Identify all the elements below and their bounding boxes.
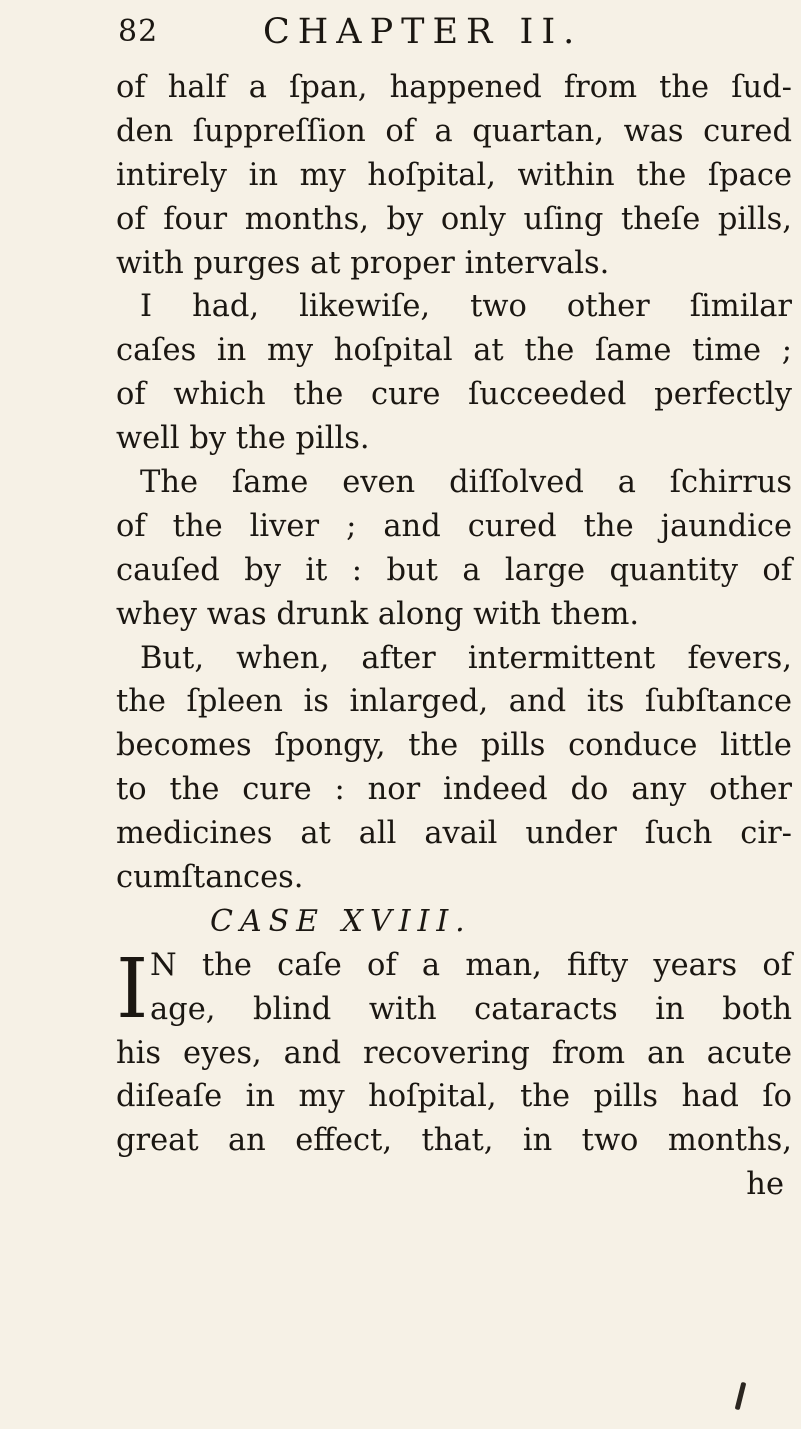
text-line: the ſpleen is inlarged, and its ſubſtance [116, 684, 792, 720]
text-line: N the caſe of a man, fifty years of [150, 947, 792, 983]
text-line: cauſed by it : but a large quantity of [116, 552, 792, 588]
text-line: intirely in my hoſpital, within the ſpace [116, 157, 792, 193]
text-line: great an effect, that, in two months, [116, 1123, 792, 1159]
case-heading: CASE XVIII. [210, 903, 472, 939]
text-line: of the liver ; and cured the jaundice [116, 508, 792, 544]
text-line: cumſtances. [116, 860, 304, 896]
ink-mark [735, 1382, 747, 1410]
running-head [118, 8, 758, 58]
text-line: becomes ſpongy, the pills conduce little [116, 728, 792, 764]
text-line: den ſuppreſſion of a quartan, was cured [116, 113, 792, 149]
text-line: of four months, by only uſing theſe pills, [116, 201, 792, 237]
text-line: of which the cure ſucceeded perfectly [116, 377, 792, 413]
text-line: But, when, after intermittent fevers, [140, 640, 792, 676]
text-line: of half a ſpan, happened from the ſud- [116, 70, 792, 105]
text-line: I had, likewiſe, two other ſimilar [140, 289, 792, 325]
case-paragraph [116, 941, 792, 1163]
text-line: to the cure : nor indeed do any other [116, 772, 792, 808]
text-line: well by the pills. [116, 421, 370, 457]
body-text [116, 66, 792, 1207]
text-line: with purges at proper intervals. [116, 245, 610, 281]
text-line: The ſame even diſſolved a ſchirrus [140, 465, 792, 501]
text-line: medicines at all avail under ſuch cir- [116, 816, 792, 852]
text-line: whey was drunk along with them. [116, 596, 640, 632]
catchword: he [746, 1167, 784, 1203]
text-line: his eyes, and recovering from an acute [116, 1035, 792, 1071]
page-number: 82 [118, 14, 159, 49]
chapter-title: CHAPTER II. [263, 12, 583, 52]
drop-cap: I [116, 941, 149, 1037]
text-line: caſes in my hoſpital at the ſame time ; [116, 333, 792, 369]
text-line: diſeaſe in my hoſpital, the pills had ſo [116, 1079, 792, 1115]
text-line: age, blind with cataracts in both [150, 991, 792, 1027]
